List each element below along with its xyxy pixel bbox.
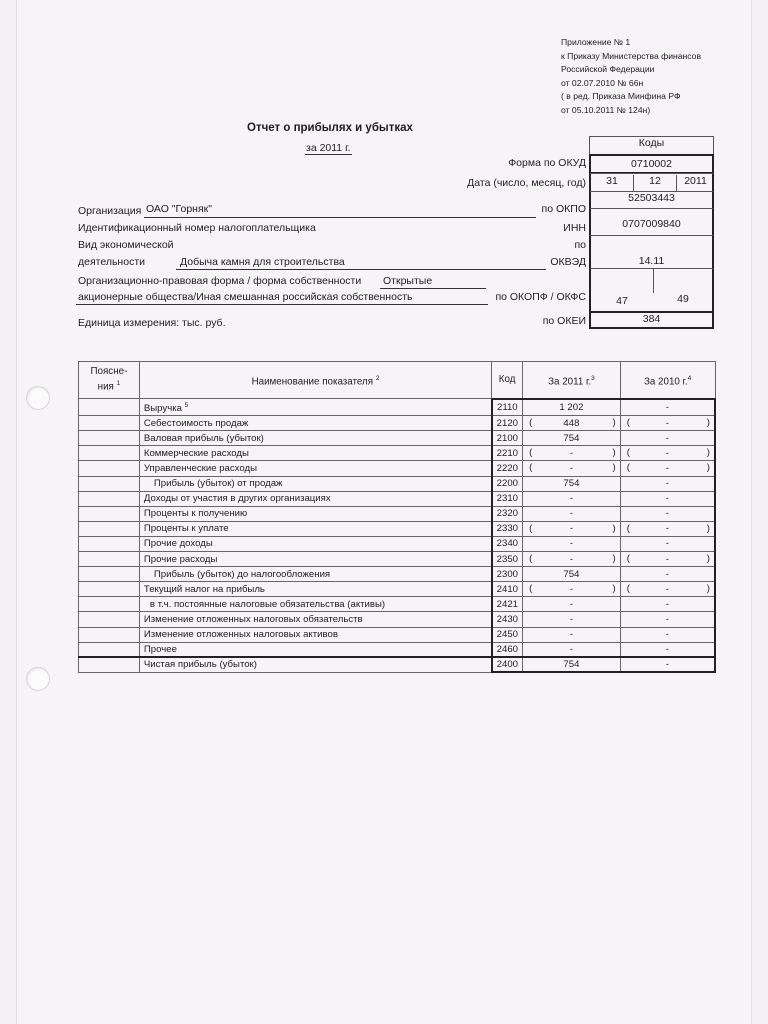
value-2011 [523, 612, 621, 627]
indicator-name-text: Себестоимость продаж [143, 417, 249, 429]
value-text: 1 202 [559, 401, 584, 413]
paren-close: ) [612, 553, 616, 565]
indicator-name-text: Коммерческие расходы [143, 447, 249, 459]
indicator-name-text: Прочие доходы [143, 538, 213, 550]
value-2010 [620, 506, 715, 521]
okopf-label: по ОКОПФ / ОКФС [495, 291, 586, 303]
appendix-line: к Приказу Министерства финансов [561, 50, 702, 61]
line-code: 2110 [492, 399, 523, 416]
footnote-mark: 5 [184, 402, 189, 409]
punch-hole-top [26, 386, 50, 410]
value-text: - [569, 613, 574, 625]
okved-label-top: по [574, 239, 586, 251]
paren-close: ) [612, 447, 616, 459]
paren-open: ( [626, 583, 630, 595]
line-code: 2400 [492, 657, 523, 672]
indicator-name-text: Изменение отложенных налоговых обязательств [143, 613, 363, 625]
date-year: 2011 [684, 175, 707, 187]
value-2011 [523, 536, 621, 551]
form-underline-1 [380, 288, 486, 289]
table-header-row [79, 362, 716, 399]
paren-close: ) [706, 417, 710, 429]
value-2010 [620, 657, 715, 672]
value-2010 [620, 597, 715, 612]
indicator-name [139, 582, 491, 597]
note-cell [79, 431, 140, 446]
value-2010 [620, 521, 715, 536]
okfs-value: 49 [653, 269, 712, 293]
form-underline-2 [76, 304, 488, 305]
value-2010 [620, 642, 715, 657]
value-2010 [620, 552, 715, 567]
indicator-name [139, 446, 491, 461]
paren-open: ( [529, 583, 533, 595]
table-row [79, 627, 716, 642]
indicator-name-text: Доходы от участия в других организациях [143, 493, 331, 505]
form-label: Организационно-правовая форма / форма собственности [78, 275, 362, 287]
form-value-1: Открытые [383, 275, 433, 287]
date-day: 31 [606, 175, 618, 187]
paren-close: ) [612, 417, 616, 429]
value-text: - [665, 463, 669, 475]
appendix-line: от 02.07.2010 № 66н [561, 77, 644, 88]
value-2011 [523, 521, 621, 536]
value-text: 754 [563, 432, 580, 444]
value-2011 [523, 446, 621, 461]
indicator-name [139, 567, 491, 582]
col-header-name: Наименование показателя $^2$ [139, 362, 491, 399]
line-code: 2450 [492, 627, 523, 642]
report-period: за 2011 г. [306, 142, 351, 154]
value-2011 [523, 552, 621, 567]
activity-label-1: Вид экономической [78, 239, 174, 251]
value-text: - [569, 508, 574, 520]
value-text: 754 [563, 659, 580, 671]
value-2011 [523, 627, 621, 642]
report-title: Отчет о прибылях и убытках [247, 122, 413, 134]
indicator-name: Чистая прибыль (убыток) [139, 657, 491, 672]
value-text: - [569, 553, 574, 565]
value-text: - [665, 553, 669, 565]
income-statement-table [78, 361, 716, 673]
col-header-2010: За 2010 г.$^4$ [620, 362, 715, 399]
value-text: 754 [563, 478, 580, 490]
table-row [79, 461, 716, 476]
line-code: 2430 [492, 612, 523, 627]
line-code: 2320 [492, 506, 523, 521]
indicator-name [139, 491, 491, 506]
table-row [79, 521, 716, 536]
value-text: - [665, 598, 669, 610]
value-2010 [620, 476, 715, 491]
paren-open: ( [626, 447, 630, 459]
value-text: - [569, 493, 574, 505]
okved-value: 14.11 [589, 235, 714, 269]
org-label: Организация [78, 205, 142, 217]
appendix-line: от 05.10.2011 № 124н) [561, 104, 651, 115]
note-cell [79, 552, 140, 567]
indicator-name [139, 506, 491, 521]
table-row [79, 567, 716, 582]
value-text: - [569, 523, 574, 535]
value-2011 [523, 582, 621, 597]
paren-close: ) [706, 522, 710, 534]
appendix-line: Российской Федерации [561, 64, 655, 74]
okopf-value: 47 [616, 295, 628, 307]
inn-code-label: ИНН [563, 222, 586, 234]
paren-open: ( [626, 553, 630, 565]
line-code: 2220 [492, 461, 523, 476]
value-2010 [620, 446, 715, 461]
okved-label: ОКВЭД [550, 256, 586, 268]
indicator-name-text: Валовая прибыль (убыток) [143, 432, 264, 444]
table-row [79, 597, 716, 612]
value-2011 [523, 642, 621, 657]
activity-label-2: деятельности [78, 256, 145, 268]
line-code: 2200 [492, 476, 523, 491]
line-code: 2421 [492, 597, 523, 612]
table-row-total [79, 657, 716, 672]
table-row [79, 612, 716, 627]
table-row [79, 642, 716, 657]
table-row [79, 506, 716, 521]
value-text: - [569, 583, 574, 595]
note-cell [79, 491, 140, 506]
value-2010 [620, 536, 715, 551]
indicator-name [139, 552, 491, 567]
value-text: - [665, 659, 669, 671]
activity-value: Добыча камня для строительства [180, 256, 345, 268]
line-code: 2410 [492, 582, 523, 597]
okei-label: по ОКЕИ [542, 315, 586, 327]
value-text: - [665, 583, 669, 595]
org-underline [144, 217, 536, 218]
line-code: 2100 [492, 431, 523, 446]
value-2011 [523, 567, 621, 582]
paren-open: ( [529, 417, 533, 429]
value-2011 [523, 416, 621, 431]
paren-open: ( [626, 417, 630, 429]
value-text: - [665, 613, 669, 625]
indicator-name [139, 521, 491, 536]
value-text: 448 [563, 417, 580, 429]
value-text: - [665, 493, 669, 505]
note-cell [79, 536, 140, 551]
value-2010 [620, 627, 715, 642]
value-text: 754 [563, 568, 580, 580]
paren-close: ) [612, 583, 616, 595]
value-2010 [620, 416, 715, 431]
value-text: - [665, 508, 669, 520]
value-text: - [665, 538, 669, 550]
table-row [79, 431, 716, 446]
value-2010 [620, 491, 715, 506]
value-text: - [665, 643, 669, 655]
col-header-2011: За 2011 г.$^3$ [523, 362, 621, 399]
value-text: - [665, 401, 669, 413]
okud-label: Форма по ОКУД [508, 157, 586, 169]
value-text: - [665, 447, 669, 459]
note-cell [79, 657, 140, 672]
appendix-line: ( в ред. Приказа Минфина РФ [561, 91, 681, 101]
indicator-name-text: в т.ч. постоянные налоговые обязательства (активы) [149, 598, 386, 610]
paren-close: ) [612, 462, 616, 474]
line-code: 2120 [492, 416, 523, 431]
okpo-label: по ОКПО [541, 203, 586, 215]
paren-open: ( [529, 522, 533, 534]
table-row [79, 491, 716, 506]
paren-open: ( [529, 447, 533, 459]
table-row [79, 446, 716, 461]
okopf-okfs-cells [589, 268, 714, 312]
value-text: - [569, 643, 574, 655]
value-text: - [569, 629, 574, 641]
value-text: - [665, 523, 669, 535]
line-code: 2300 [492, 567, 523, 582]
table-row [79, 399, 716, 416]
col-header-code: Код [492, 362, 523, 399]
okpo-value: 52503443 [589, 191, 714, 209]
codes-header: Коды [589, 136, 714, 155]
value-2010 [620, 567, 715, 582]
paren-close: ) [706, 447, 710, 459]
indicator-name-text: Управленческие расходы [143, 463, 257, 475]
line-code: 2350 [492, 552, 523, 567]
value-text: - [665, 417, 669, 429]
org-value: ОАО "Горняк" [146, 203, 212, 215]
value-text: - [665, 478, 669, 490]
paren-close: ) [706, 583, 710, 595]
value-2010 [620, 612, 715, 627]
note-cell [79, 416, 140, 431]
indicator-name [139, 612, 491, 627]
date-month: 12 [633, 175, 677, 191]
activity-underline [176, 269, 546, 270]
punch-hole-bottom [26, 667, 50, 691]
unit-label: Единица измерения: тыс. руб. [78, 317, 226, 329]
indicator-name [139, 627, 491, 642]
date-cells [589, 173, 714, 192]
value-2010 [620, 461, 715, 476]
value-2011 [523, 657, 621, 672]
value-2010 [620, 431, 715, 446]
value-2010 [620, 399, 715, 416]
indicator-name-text: Прибыль (убыток) от продаж [153, 478, 283, 490]
note-cell [79, 642, 140, 657]
value-2011 [523, 476, 621, 491]
table-row [79, 582, 716, 597]
table-row [79, 536, 716, 551]
indicator-name [139, 476, 491, 491]
indicator-name [139, 642, 491, 657]
indicator-name-text: Прочее [143, 643, 177, 655]
form-value-2: акционерные общества/Иная смешанная российская собственность [78, 291, 413, 303]
note-cell [79, 567, 140, 582]
paren-close: ) [612, 522, 616, 534]
note-cell [79, 506, 140, 521]
value-text: - [665, 568, 669, 580]
inn-label: Идентификационный номер налогоплательщика [78, 222, 316, 234]
value-2010 [620, 582, 715, 597]
value-text: - [665, 432, 669, 444]
value-text: - [569, 447, 574, 459]
note-cell [79, 627, 140, 642]
value-2011 [523, 506, 621, 521]
value-2011 [523, 597, 621, 612]
indicator-name [139, 536, 491, 551]
value-text: - [569, 598, 574, 610]
table-row [79, 552, 716, 567]
table-row [79, 476, 716, 491]
note-cell [79, 582, 140, 597]
value-2011 [523, 399, 621, 416]
line-code: 2210 [492, 446, 523, 461]
note-cell [79, 446, 140, 461]
note-cell [79, 521, 140, 536]
table-row [79, 416, 716, 431]
paren-open: ( [529, 553, 533, 565]
table-body [79, 399, 716, 673]
inn-value: 0707009840 [589, 208, 714, 236]
appendix-note [561, 36, 701, 117]
indicator-name-text: Текущий налог на прибыль [143, 583, 265, 595]
value-2011 [523, 491, 621, 506]
indicator-name-text: Изменение отложенных налоговых активов [143, 629, 338, 641]
value-text: - [569, 538, 574, 550]
indicator-name [139, 431, 491, 446]
indicator-name-text: Проценты к получению [143, 508, 248, 520]
paren-close: ) [706, 553, 710, 565]
note-cell [79, 399, 140, 416]
appendix-line: Приложение № 1 [561, 37, 631, 47]
indicator-name-text: Прибыль (убыток) до налогообложения [153, 568, 331, 580]
value-2011 [523, 461, 621, 476]
line-code: 2340 [492, 536, 523, 551]
paren-open: ( [626, 522, 630, 534]
indicator-name [139, 399, 491, 416]
indicator-name-text: Прочие расходы [143, 553, 218, 565]
indicator-name-text: Выручка [143, 403, 182, 415]
value-text: - [665, 629, 669, 641]
indicator-name [139, 416, 491, 431]
note-cell [79, 476, 140, 491]
line-code: 2330 [492, 521, 523, 536]
note-cell [79, 597, 140, 612]
value-2011 [523, 431, 621, 446]
indicator-name [139, 597, 491, 612]
value-text: - [569, 463, 574, 475]
paren-open: ( [626, 462, 630, 474]
okei-value: 384 [589, 311, 714, 329]
okud-value: 0710002 [589, 154, 714, 174]
note-cell [79, 612, 140, 627]
indicator-name [139, 461, 491, 476]
date-label: Дата (число, месяц, год) [467, 177, 586, 189]
col-header-note: Поясне-ния $^1$ [79, 362, 140, 399]
line-code: 2310 [492, 491, 523, 506]
note-cell [79, 461, 140, 476]
paren-close: ) [706, 462, 710, 474]
line-code: 2460 [492, 642, 523, 657]
paren-open: ( [529, 462, 533, 474]
indicator-name-text: Проценты к уплате [143, 523, 229, 535]
